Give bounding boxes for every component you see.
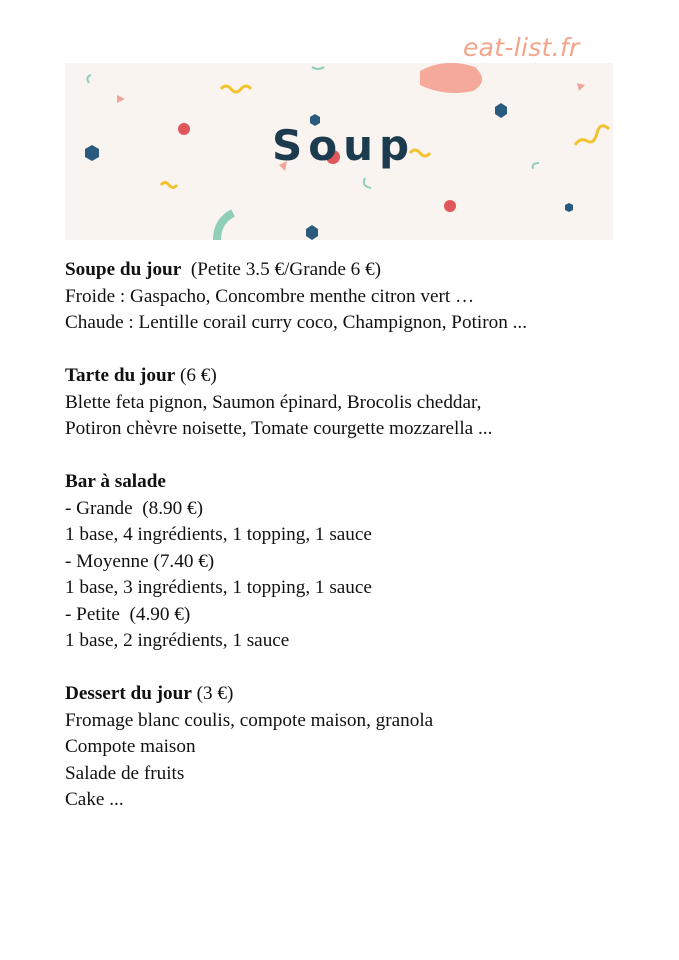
mint-arc-shape	[87, 75, 91, 83]
menu-line: Chaude : Lentille corail curry coco, Champignon, Potiron ...	[65, 312, 527, 333]
mint-arc-shape	[364, 178, 371, 188]
hexagon-shape	[306, 225, 318, 240]
menu-line: 1 base, 2 ingrédients, 1 sauce	[65, 630, 290, 651]
section-heading	[65, 681, 655, 708]
banner-title: Soup	[272, 121, 416, 170]
yellow-squiggle-shape	[161, 183, 177, 188]
menu-line: - Petite (4.90 €)	[65, 603, 191, 625]
section-heading-price: (3 €)	[191, 683, 234, 704]
menu-line: Salade de fruits	[65, 762, 185, 784]
menu-line: Cake ...	[65, 789, 124, 810]
menu-line: Blette feta pignon, Saumon épinard, Brocolis cheddar,	[65, 391, 482, 413]
red-dot-shape	[444, 200, 456, 212]
menu-line: 1 base, 4 ingrédients, 1 topping, 1 sauce	[65, 524, 372, 545]
menu-line: - Moyenne (7.40 €)	[65, 550, 215, 572]
menu-section-tarte	[65, 363, 655, 443]
yellow-squiggle-shape	[575, 126, 609, 145]
mint-arc-shape	[312, 67, 324, 69]
section-heading-price: (Petite 3.5 €/Grande 6 €)	[181, 259, 382, 280]
section-heading-name: Bar à salade	[65, 471, 166, 492]
section-heading	[65, 469, 655, 496]
menu-content	[65, 257, 655, 840]
watermark-text: eat-list.fr	[463, 33, 580, 62]
menu-section-salade	[65, 469, 655, 655]
menu-line: Fromage blanc coulis, compote maison, granola	[65, 709, 434, 731]
section-heading	[65, 257, 655, 284]
menu-line: - Grande (8.90 €)	[65, 497, 203, 519]
menu-section-dessert	[65, 681, 655, 814]
menu-line: Compote maison	[65, 736, 196, 757]
menu-line: 1 base, 3 ingrédients, 1 topping, 1 sauce	[65, 577, 372, 598]
section-heading-price: (6 €)	[175, 365, 217, 386]
section-heading-name: Tarte du jour	[65, 365, 176, 386]
pink-triangle-shape	[117, 95, 125, 103]
pink-triangle-shape	[577, 83, 585, 91]
section-heading	[65, 363, 655, 390]
menu-section-soupe	[65, 257, 655, 337]
section-heading-name: Soupe du jour	[65, 259, 182, 280]
pink-blob-shape	[420, 63, 482, 93]
soup-banner	[65, 63, 613, 240]
mint-arc-shape	[217, 213, 233, 240]
menu-line: Froide : Gaspacho, Concombre menthe citron vert …	[65, 285, 475, 307]
menu-line: Potiron chèvre noisette, Tomate courgette mozzarella ...	[65, 418, 493, 439]
red-dot-shape	[178, 123, 190, 135]
hexagon-shape	[565, 203, 573, 212]
yellow-squiggle-shape	[221, 86, 251, 92]
hexagon-shape	[85, 145, 99, 161]
section-heading-name: Dessert du jour	[65, 683, 192, 704]
hexagon-shape	[495, 103, 507, 118]
mint-arc-shape	[533, 163, 539, 169]
